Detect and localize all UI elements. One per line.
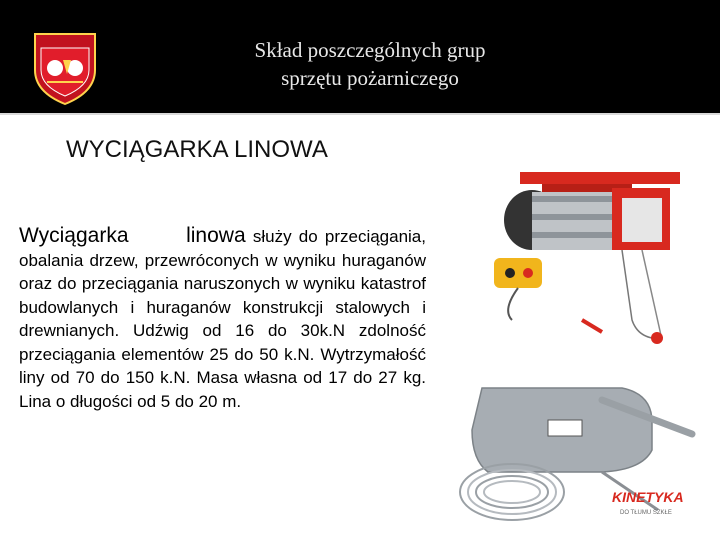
winch-brand-subtext: DO TŁUMU SZKŁE	[620, 510, 672, 516]
electric-hoist-photo	[472, 170, 684, 350]
manual-winch-photo	[452, 360, 697, 530]
header-title-line2: sprzętu pożarniczego	[281, 66, 459, 90]
body-paragraph	[19, 224, 426, 413]
body-text: służy do przeciągania, obalania drzew, przewróconych w wyniku huraganów oraz do przeciągania naruszonych w wyniku katastrof budowlanych i huraganów konstrukcji stalowych i drewnianych. Udźwig od 16 do 30k.N zdolność przeciągania elementów 25 do 50 k.N. Wytrzymałość liny od 70 do 150 k.N. Masa własna od 17 do 27 kg. Lina o długości od 5 do 20 m.	[19, 227, 426, 411]
lead-word-2: linowa	[186, 224, 246, 247]
fire-brigade-logo	[27, 30, 103, 106]
header-divider	[0, 113, 720, 115]
slide-title: WYCIĄGARKA LINOWA	[66, 136, 328, 163]
header-title	[200, 36, 540, 92]
header-bar	[0, 0, 720, 113]
header-title-line1: Skład poszczególnych grup	[254, 38, 486, 62]
winch-brand-logo: KINETYKA	[612, 489, 684, 505]
lead-word-1: Wyciągarka	[19, 224, 129, 247]
